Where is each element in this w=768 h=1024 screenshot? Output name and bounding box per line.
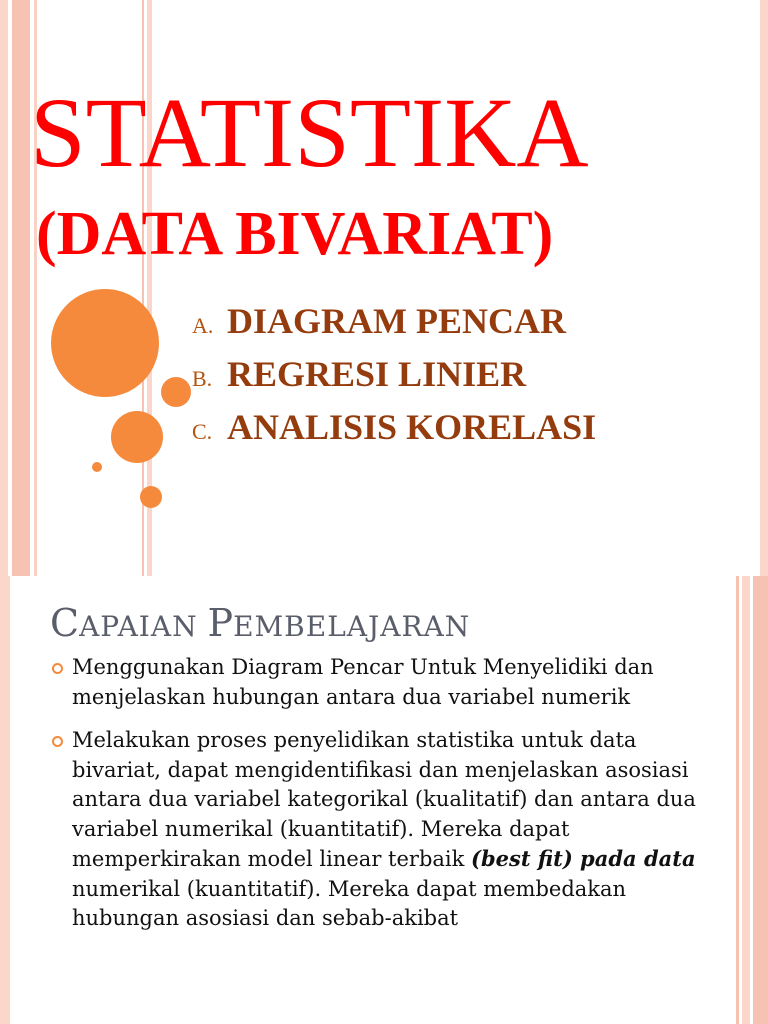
decorative-stripe: [760, 0, 768, 576]
topic-item: [192, 406, 596, 459]
decorative-stripe: [12, 0, 30, 576]
decorative-circle-tiny: [92, 462, 102, 472]
slide-subtitle: (DATA BIVARIAT): [36, 200, 554, 268]
decorative-stripe: [742, 576, 750, 1024]
decorative-circle-small: [161, 377, 191, 407]
topic-item: [192, 353, 596, 406]
decorative-circle-small: [140, 486, 162, 508]
list-item: [52, 726, 732, 934]
bullet-circle-icon: [52, 736, 63, 747]
decorative-stripe: [0, 576, 10, 1024]
decorative-circle-large: [51, 289, 159, 397]
decorative-stripe: [753, 576, 768, 1024]
goal-text: Menggunakan Diagram Pencar Untuk Menyelidiki dan menjelaskan hubungan antara dua variabel numerik: [72, 655, 654, 709]
topic-item: [192, 300, 596, 353]
topic-letter: B.: [192, 366, 213, 391]
topic-label: REGRESI LINIER: [227, 354, 527, 394]
decorative-stripe: [0, 0, 8, 576]
slide-title: STATISTIKA: [30, 77, 589, 188]
bullet-circle-icon: [52, 663, 63, 674]
goal-text: Melakukan proses penyelidikan statistika untuk data bivariat, dapat mengidentifikasi dan menjelaskan asosiasi antara dua variabel kategorikal (kualitatif) dan antara dua variabel numerikal (kuantitatif). Mereka dapat memperkirakan model linear terbaik (best fit) pada data numerikal (kuantitatif). Mereka dapat membedakan hubungan asosiasi dan sebab-akibat: [72, 728, 696, 930]
topic-letter: C.: [192, 419, 213, 444]
topic-list: [192, 300, 596, 459]
topic-label: ANALISIS KORELASI: [227, 407, 597, 447]
topic-label: DIAGRAM PENCAR: [227, 301, 566, 341]
goals-list: [52, 653, 732, 948]
decorative-circle-medium: [111, 411, 163, 463]
topic-letter: A.: [192, 313, 214, 338]
list-item: [52, 653, 732, 712]
decorative-stripe: [736, 576, 739, 1024]
emphasis-text: (best fit) pada data: [471, 846, 696, 871]
section-heading: CAPAIAN PEMBELAJARAN: [50, 601, 471, 645]
